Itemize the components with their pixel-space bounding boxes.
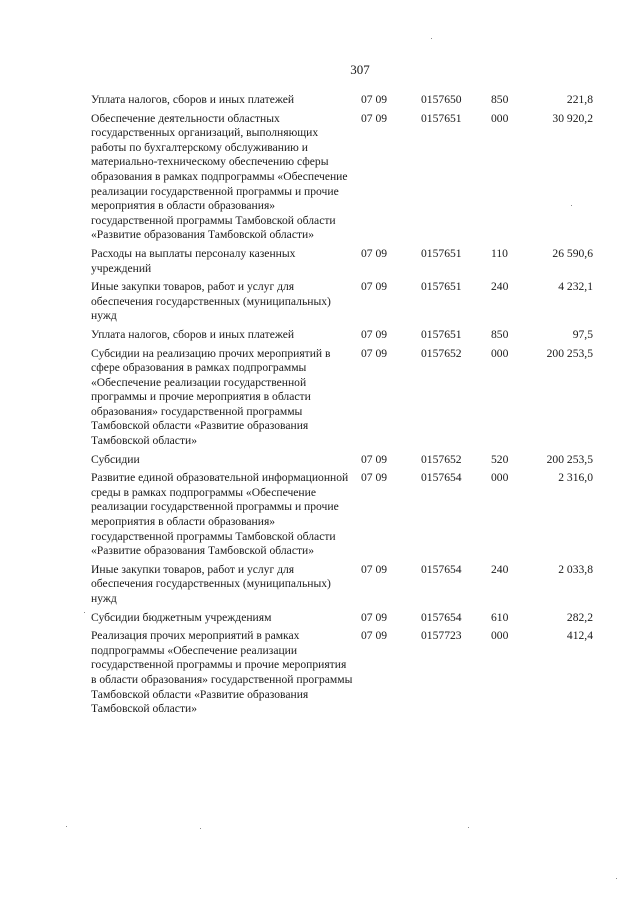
row-amount: 200 253,5 [546,452,593,466]
row-name: Субсидии [91,452,140,466]
row-section-code: 07 09 [361,346,388,360]
table-row [91,247,593,276]
row-name: Уплата налогов, сборов и иных платежей [91,93,295,106]
row-section-code: 07 09 [361,280,388,294]
row-expense-type: 520 [491,452,509,466]
row-expense-type: 000 [491,111,509,125]
table-row [91,280,593,324]
row-expense-type: 000 [491,346,509,360]
row-expense-type: 240 [491,562,509,576]
page-number: 307 [350,62,370,77]
table-row [91,112,593,243]
row-amount: 4 232,1 [558,280,593,294]
scan-speck [468,827,469,828]
row-expense-type: 610 [491,610,509,624]
row-name: Реализация прочих мероприятий в рамках подпрограммы «Обеспечение реализации государственной программы и прочие мероприятия в области образования» государственной программы Тамбовской области «Развитие образования Тамбовской области» [91,629,353,716]
row-amount: 412,4 [566,629,593,643]
row-name: Расходы на выплаты персоналу казенных учреждений [91,246,296,275]
row-target-code: 0157651 [421,111,462,125]
row-name: Субсидии бюджетным учреждениям [91,610,272,624]
row-section-code: 07 09 [361,111,388,125]
row-amount: 26 590,6 [552,246,593,260]
row-expense-type: 850 [491,93,509,106]
row-section-code: 07 09 [361,452,388,466]
row-expense-type: 110 [491,246,508,260]
row-expense-type: 240 [491,280,509,294]
row-name: Субсидии на реализацию прочих мероприятий в сфере образования в рамках подпрограммы «Обеспечение реализации государственной программы и прочие мероприятия в области образования» государственной программы Тамбовской области «Развитие образования Тамбовской области» [91,346,331,448]
scan-speck [200,828,201,829]
row-section-code: 07 09 [361,93,388,106]
row-amount: 200 253,5 [546,346,593,360]
row-amount: 221,8 [566,93,593,106]
row-section-code: 07 09 [361,610,388,624]
row-section-code: 07 09 [361,562,388,576]
row-amount: 97,5 [572,327,593,341]
row-target-code: 0157650 [421,93,462,106]
table-row [91,453,593,468]
scan-speck [84,612,85,613]
table-row [91,563,593,607]
row-amount: 30 920,2 [552,111,593,125]
table-row [91,347,593,449]
table-row [91,629,593,717]
table-row [91,93,593,108]
scan-speck [616,878,617,879]
scan-speck [571,205,572,206]
row-name: Развитие единой образовательной информационной среды в рамках подпрограммы «Обеспечение реализации государственной программы и прочие мероприятия в области образования» государственной программы Тамбовской области «Развитие образования Тамбовской области» [91,471,349,558]
row-target-code: 0157654 [421,471,462,485]
row-name: Иные закупки товаров, работ и услуг для обеспечения государственных (муниципальных) нужд [91,280,331,323]
row-amount: 2 316,0 [558,471,593,485]
row-expense-type: 000 [491,629,509,643]
row-section-code: 07 09 [361,327,388,341]
row-target-code: 0157654 [421,610,462,624]
table-row [91,611,593,626]
row-target-code: 0157654 [421,562,462,576]
row-target-code: 0157651 [421,327,462,341]
row-target-code: 0157652 [421,452,462,466]
table-row [91,471,593,559]
budget-table [91,93,593,717]
row-expense-type: 000 [491,471,509,485]
row-section-code: 07 09 [361,246,388,260]
row-target-code: 0157651 [421,280,462,294]
row-expense-type: 850 [491,327,509,341]
row-target-code: 0157651 [421,246,462,260]
row-section-code: 07 09 [361,629,388,643]
row-amount: 282,2 [566,610,593,624]
scan-speck [66,826,67,827]
row-amount: 2 033,8 [558,562,593,576]
row-name: Иные закупки товаров, работ и услуг для обеспечения государственных (муниципальных) нужд [91,562,331,605]
row-section-code: 07 09 [361,471,388,485]
row-target-code: 0157723 [421,629,462,643]
row-target-code: 0157652 [421,346,462,360]
table-row [91,328,593,343]
row-name: Уплата налогов, сборов и иных платежей [91,327,295,341]
scan-speck [431,38,432,39]
row-name: Обеспечение деятельности областных государственных организаций, выполняющих работы по бухгалтерскому обслуживанию и материально-техническому обеспечению сферы образования в рамках подпрограммы «Обеспечение реализации государственной программы и прочие мероприятия в области образования» государственной программы Тамбовской области «Развитие образования Тамбовской области» [91,111,348,242]
